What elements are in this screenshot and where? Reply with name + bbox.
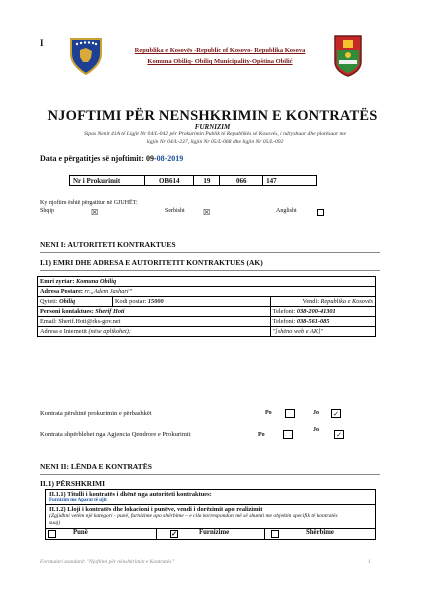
preparation-date <box>40 154 183 163</box>
phone1-cell <box>270 307 375 317</box>
email-value[interactable]: Sherif.Hoti@rks-gov.net <box>58 318 121 325</box>
section1-subtitle: I.1) EMRI DHE ADRESA E AUTORITETIT KONTRAKTUES (AK) <box>40 258 263 267</box>
procurement-code: OB614 <box>145 176 194 186</box>
official-name-cell <box>38 277 376 287</box>
joint-procurement-no-label: Jo <box>313 410 319 416</box>
language-english-label: Anglisht <box>276 208 297 214</box>
obiliq-municipality-logo <box>333 34 363 78</box>
title-field-value[interactable]: Furnizim me Aparat të ujit <box>49 498 107 503</box>
type-works-label: Punë <box>73 529 88 536</box>
type-services-label: Shërbime <box>306 529 334 536</box>
contact-value: Sherif Hoti <box>95 308 125 315</box>
web-value[interactable]: "[shëno web e AK]" <box>270 327 375 337</box>
phone2-cell <box>270 317 375 327</box>
language-albanian-checkbox[interactable]: ☒ <box>91 208 99 217</box>
central-agency-no-checkbox[interactable]: ✓ <box>334 430 344 439</box>
type-field-label: II.1.2) Lloji i kontratës dhe lokacioni i punëve, vendi i dorëzimit apo realizimit <box>49 506 263 513</box>
phone2-label: Telefoni: <box>272 318 296 325</box>
language-english-checkbox[interactable] <box>317 209 324 216</box>
postal-cell <box>113 297 271 307</box>
contracting-authority-table <box>37 276 376 337</box>
country-value: Republika e Kosovës <box>320 298 373 305</box>
email-label: Email: <box>40 318 57 325</box>
type-divider-2 <box>264 529 265 539</box>
central-agency-question: Kontrata shpërblehet nga Agjencia Qendrore e Prokurimit <box>40 431 191 438</box>
type-field-hint: (Zgjidhni vetëm një kategori - punë, furnizime apo shërbime – e cila korrespondon më së shumti me objektin specifik të kontratës suaj) <box>49 513 338 526</box>
page-subtitle: FURNIZIM <box>194 123 231 131</box>
official-name-value: Komuna Obiliq <box>76 278 117 285</box>
language-serbian-label: Serbisht <box>165 208 185 214</box>
city-value: Obiliq <box>59 298 76 305</box>
country-label: Vendi: <box>302 298 319 305</box>
section2-divider <box>40 474 380 475</box>
postal-value: 15000 <box>147 298 164 305</box>
joint-procurement-question: Kontrata përshinë prokurimin e përbashkët <box>40 410 152 417</box>
type-works-checkbox[interactable] <box>48 530 56 538</box>
section2-title: NENI II: LËNDA E KONTRATËS <box>40 462 152 471</box>
joint-procurement-yes-checkbox[interactable] <box>285 409 295 418</box>
section1-title: NENI I: AUTORITETI KONTRAKTUES <box>40 240 176 249</box>
header-line-municipality: Komuna Obiliq- Obiliq Municipality-Opština Obilić <box>147 58 293 65</box>
address-value: rr.„Adem Jashari” <box>84 288 133 295</box>
language-albanian-label: Shqip <box>40 208 55 214</box>
city-cell <box>38 297 113 307</box>
type-services-checkbox[interactable] <box>271 530 279 538</box>
contact-cell <box>38 307 271 317</box>
joint-procurement-yes-label: Po <box>265 410 272 416</box>
date-value-b: 08-2019 <box>156 154 184 163</box>
type-supplies-label: Furnizime <box>199 529 230 536</box>
web-hint: (nëse aplikohet): <box>88 328 131 335</box>
central-agency-yes-label: Po <box>258 432 265 438</box>
central-agency-yes-checkbox[interactable] <box>283 430 293 439</box>
corner-mark: I <box>40 38 44 48</box>
type-options-cell <box>46 529 376 540</box>
contact-label: Personi kontaktues: <box>40 308 94 315</box>
procurement-number-table <box>69 175 317 186</box>
procurement-year: 19 <box>194 176 220 186</box>
kosovo-coat-of-arms-logo <box>68 36 104 76</box>
footer-text: Formulari standard: "Njoftimi për nënshkrimin e Kontratës" <box>40 559 174 565</box>
address-label: Adresa Postare: <box>40 288 83 295</box>
web-label: Adresa e Internetit <box>40 328 87 335</box>
legal-note: Sipas Nenit 41A të Ligjit Nr 04/L-042 për Prokurimin Publik të Republikës së Kosovës, i ndryshuar dhe plotësuar me ligjin Nr 04/L-237, ligjin Nr 05/L-068 dhe ligjin Nr 05/L-092 <box>83 131 347 145</box>
phone2-value: 038-561-085 <box>296 318 330 325</box>
phone1-value: 038-200-41301 <box>296 308 336 315</box>
header-line-country: Republika e Kosovës -Republic of Kosovo- Republika Kosova <box>134 47 306 54</box>
date-label: Data e përgatitjes së njoftimit: <box>40 154 144 163</box>
page-title: NJOFTIMI PËR NENSHKRIMIN E KONTRATËS <box>47 108 378 124</box>
official-name-label: Emri zyrtar: <box>40 278 75 285</box>
language-serbian-checkbox[interactable]: ☒ <box>203 208 211 217</box>
title-field-label: II.1.1) Titulli i kontratës i dhënë nga autoriteti kontraktues: <box>49 491 212 498</box>
section1-divider <box>40 252 380 253</box>
phone1-label: Telefoni: <box>272 308 296 315</box>
type-supplies-checkbox[interactable]: ✓ <box>171 530 177 538</box>
joint-procurement-no-checkbox[interactable]: ✓ <box>331 409 341 418</box>
contract-object-table <box>45 489 376 540</box>
email-cell <box>38 317 271 327</box>
country-cell <box>270 297 375 307</box>
section1-sub-divider <box>40 270 380 271</box>
procurement-number: 066 <box>220 176 263 186</box>
central-agency-no-label: Jo <box>313 427 319 433</box>
web-cell <box>38 327 271 337</box>
type-divider-1 <box>156 529 157 539</box>
page-number: 1 <box>368 559 371 565</box>
date-value-a: 09- <box>145 154 157 163</box>
section2-subtitle: II.1) PËRSHKRIMI <box>40 479 106 488</box>
languages-row <box>40 208 360 218</box>
type-field-cell <box>46 505 376 529</box>
address-cell <box>38 287 376 297</box>
postal-label: Kodi postar: <box>115 298 147 305</box>
city-label: Qyteti: <box>40 298 58 305</box>
procurement-label: Nr i Prokurimit <box>70 176 145 186</box>
languages-label: Ky njoftim është përgatitur në GJUHËT: <box>40 200 138 206</box>
title-field-cell <box>46 490 376 505</box>
procurement-activity: 147 <box>263 176 317 186</box>
